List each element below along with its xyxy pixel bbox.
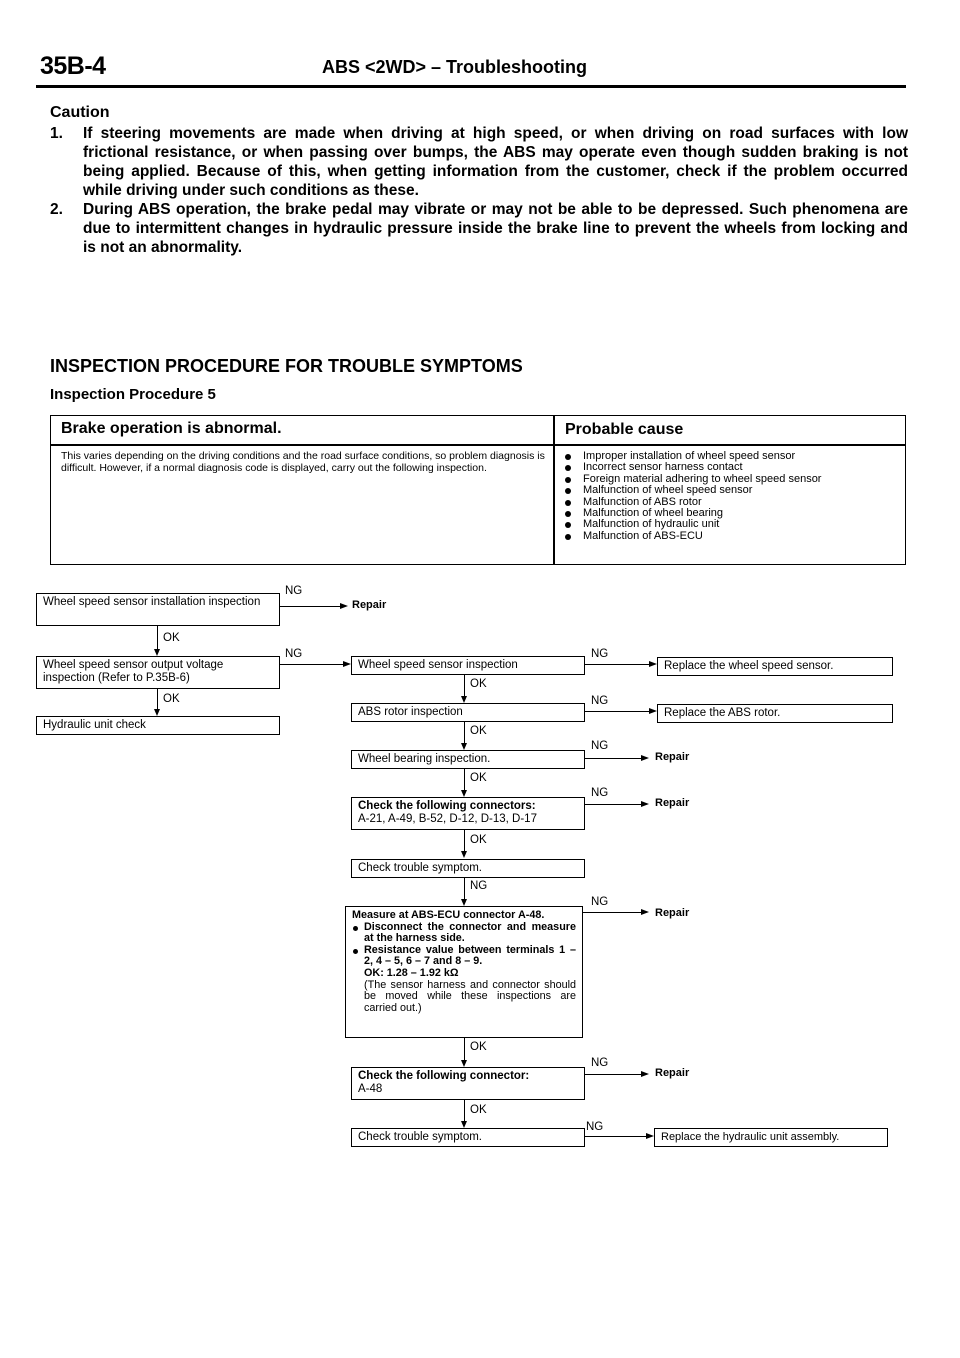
box-check-connectors bbox=[351, 797, 585, 830]
ng-label: NG bbox=[591, 740, 609, 752]
cause-item: Improper installation of wheel speed sensor bbox=[563, 451, 821, 462]
arrow-down bbox=[461, 743, 467, 750]
table-divider-vertical bbox=[553, 416, 555, 564]
box-text: Wheel bearing inspection. bbox=[358, 753, 491, 765]
repair-label: Repair bbox=[655, 1067, 690, 1079]
ng-label: NG bbox=[591, 787, 609, 799]
connector-line bbox=[464, 722, 465, 744]
ok-label: OK bbox=[470, 678, 487, 690]
arrow-down bbox=[461, 1121, 467, 1128]
box-text: Wheel speed sensor output voltage inspection (Refer to P.35B-6) bbox=[43, 659, 224, 684]
table-divider-horizontal bbox=[51, 444, 905, 446]
box-measure bbox=[345, 906, 583, 1038]
measure-ok: OK: 1.28 – 1.92 kΩ bbox=[364, 966, 459, 979]
ok-label: OK bbox=[470, 725, 487, 737]
box-text: Hydraulic unit check bbox=[43, 719, 146, 731]
caution-item-text: If steering movements are made when driving at high speed, or when driving on road surfaces with low frictional resistance, or when passing over bumps, the ABS may operate even though sudden braking is not being applied. Because of this, when getting information from the customer, check if the problem occurred while driving under such conditions as these. bbox=[83, 125, 908, 199]
box-title: Check the following connector: bbox=[358, 1070, 530, 1082]
box-rotor-inspection bbox=[351, 703, 585, 722]
connector-line bbox=[280, 606, 340, 607]
cause-title: Probable cause bbox=[565, 421, 684, 438]
ng-label: NG bbox=[470, 880, 488, 892]
cause-item: Malfunction of hydraulic unit bbox=[563, 519, 821, 530]
arrow-down bbox=[154, 649, 160, 656]
connector-line bbox=[464, 1038, 465, 1061]
box-install-inspection bbox=[36, 593, 280, 626]
box-text: A-21, A-49, B-52, D-12, D-13, D-17 bbox=[358, 812, 537, 825]
measure-note: (The sensor harness and connector should be moved while these inspections are carried out.) bbox=[364, 978, 576, 1014]
connector-line bbox=[585, 664, 649, 665]
page-number: 35B-4 bbox=[40, 52, 106, 80]
connector-line bbox=[585, 804, 641, 805]
connector-line bbox=[464, 1100, 465, 1122]
box-title: Measure at ABS-ECU connector A-48. bbox=[352, 909, 545, 921]
connector-line bbox=[585, 711, 649, 712]
box-title: Check the following connectors: bbox=[358, 800, 536, 812]
measure-item: Resistance value between terminals 1 – 2, 4 – 5, 6 – 7 and 8 – 9. bbox=[352, 945, 576, 968]
connector-line bbox=[157, 626, 158, 650]
connector-line bbox=[464, 769, 465, 791]
ng-label: NG bbox=[591, 648, 609, 660]
cause-item: Incorrect sensor harness contact bbox=[563, 462, 821, 473]
box-hydraulic-check bbox=[36, 716, 280, 735]
cause-item: Foreign material adhering to wheel speed sensor bbox=[563, 474, 821, 485]
box-text: Check trouble symptom. bbox=[358, 862, 482, 874]
arrow-right bbox=[343, 661, 351, 667]
repair-label: Repair bbox=[352, 599, 387, 611]
arrow-down bbox=[461, 1060, 467, 1067]
box-trouble-symptom-2 bbox=[351, 1128, 585, 1147]
arrow-right bbox=[646, 1133, 654, 1139]
symptom-description: This varies depending on the driving conditions and the road surface conditions, so problem diagnosis is difficult. However, if a normal diagnosis code is displayed, carry out the following inspection. bbox=[61, 450, 545, 474]
caution-item-text: During ABS operation, the brake pedal may vibrate or may not be able to be depressed. Such phenomena are due to intermittent changes in hydraulic pressure inside the brake line to prevent the wheels from locking and is not an abnormality. bbox=[83, 201, 908, 256]
arrow-down bbox=[461, 696, 467, 703]
connector-line bbox=[464, 878, 465, 900]
cause-item: Malfunction of ABS-ECU bbox=[563, 531, 821, 542]
arrow-down bbox=[461, 790, 467, 797]
repair-label: Repair bbox=[655, 907, 690, 919]
ng-label: NG bbox=[591, 695, 609, 707]
arrow-right bbox=[641, 755, 649, 761]
repair-label: Repair bbox=[655, 797, 690, 809]
ng-label: NG bbox=[591, 896, 609, 908]
connector-line bbox=[585, 758, 641, 759]
caution-item bbox=[50, 200, 908, 257]
connector-line bbox=[585, 1074, 641, 1075]
connector-line bbox=[157, 689, 158, 710]
cause-list bbox=[563, 451, 821, 542]
arrow-down bbox=[154, 709, 160, 716]
ok-label: OK bbox=[470, 1041, 487, 1053]
arrow-right bbox=[340, 603, 348, 609]
box-voltage-inspection bbox=[36, 656, 280, 689]
header-rule bbox=[36, 85, 906, 88]
caution-item bbox=[50, 124, 908, 200]
box-text: Wheel speed sensor installation inspection bbox=[43, 596, 261, 608]
caution-item-number: 1. bbox=[50, 125, 63, 142]
repair-label: Repair bbox=[655, 751, 690, 763]
arrow-right bbox=[641, 801, 649, 807]
measure-list bbox=[352, 922, 576, 968]
connector-line bbox=[280, 664, 343, 665]
box-text: Replace the ABS rotor. bbox=[664, 707, 781, 719]
ok-label: OK bbox=[470, 1104, 487, 1116]
arrow-right bbox=[649, 708, 657, 714]
ok-label: OK bbox=[470, 834, 487, 846]
ok-label: OK bbox=[470, 772, 487, 784]
cause-item: Malfunction of ABS rotor bbox=[563, 497, 821, 508]
connector-line bbox=[464, 830, 465, 852]
ng-label: NG bbox=[285, 585, 303, 597]
box-sensor-inspection bbox=[351, 656, 585, 675]
ok-label: OK bbox=[163, 693, 180, 705]
caution-item-number: 2. bbox=[50, 201, 63, 218]
ok-label: OK bbox=[163, 632, 180, 644]
arrow-down bbox=[461, 899, 467, 906]
cause-item: Malfunction of wheel speed sensor bbox=[563, 485, 821, 496]
procedure-heading: Inspection Procedure 5 bbox=[50, 386, 216, 403]
box-text: Wheel speed sensor inspection bbox=[358, 659, 518, 671]
box-text: A-48 bbox=[358, 1082, 383, 1095]
box-trouble-symptom-1 bbox=[351, 859, 585, 878]
ng-label: NG bbox=[586, 1121, 604, 1133]
arrow-right bbox=[641, 909, 649, 915]
ng-label: NG bbox=[285, 648, 303, 660]
box-bearing-inspection bbox=[351, 750, 585, 769]
arrow-right bbox=[649, 661, 657, 667]
arrow-down bbox=[461, 851, 467, 858]
box-text: Replace the wheel speed sensor. bbox=[664, 660, 834, 672]
connector-line bbox=[464, 675, 465, 697]
box-replace-sensor bbox=[657, 657, 893, 676]
box-replace-rotor bbox=[657, 704, 893, 723]
ng-label: NG bbox=[591, 1057, 609, 1069]
symptom-table bbox=[50, 415, 906, 565]
box-text: ABS rotor inspection bbox=[358, 706, 463, 718]
page-title: ABS <2WD> – Troubleshooting bbox=[322, 57, 588, 77]
measure-item: Disconnect the connector and measure at the harness side. bbox=[352, 922, 576, 945]
caution-heading: Caution bbox=[50, 104, 110, 121]
arrow-right bbox=[641, 1071, 649, 1077]
caution-list bbox=[50, 124, 908, 257]
box-text: Replace the hydraulic unit assembly. bbox=[661, 1131, 840, 1143]
connector-line bbox=[583, 912, 641, 913]
symptom-title: Brake operation is abnormal. bbox=[61, 420, 282, 437]
box-check-connector bbox=[351, 1067, 585, 1100]
cause-item: Malfunction of wheel bearing bbox=[563, 508, 821, 519]
connector-line bbox=[585, 1136, 646, 1137]
box-replace-hydraulic bbox=[654, 1128, 888, 1147]
section-heading: INSPECTION PROCEDURE FOR TROUBLE SYMPTOMS bbox=[50, 356, 523, 376]
box-text: Check trouble symptom. bbox=[358, 1131, 482, 1143]
